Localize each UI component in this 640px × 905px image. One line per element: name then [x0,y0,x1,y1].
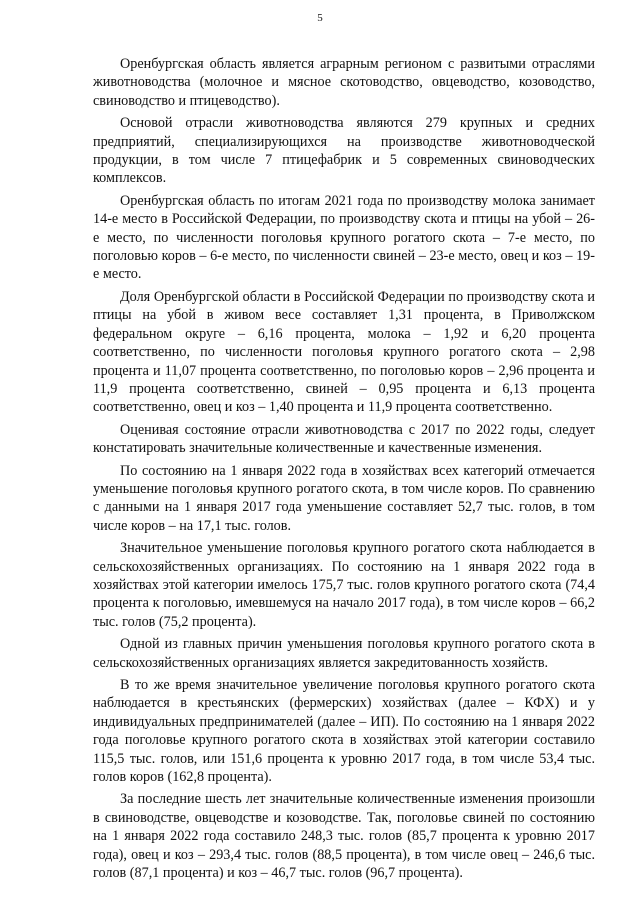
page-number: 5 [317,12,323,24]
paragraph-region-overview: Оренбургская область является аграрным регионом с развитыми отраслями животноводства (молочное и мясное скотоводство, овцеводство, козоводство, свиноводство и птицеводство). [93,56,595,109]
paragraph-cattle-decrease: По состоянию на 1 января 2022 года в хозяйствах всех категорий отмечается уменьшение поголовья крупного рогатого скота, в том числе коров. По сравнению с данными на 1 января 2017 года уменьшение составляет 52,7 тыс. голов, в том числе коров – на 17,1 тыс. голов. [93,462,595,534]
paragraph-decrease-cause: Одной из главных причин уменьшения поголовья крупного рогатого скота в сельскохозяйственных организациях является закредитованность хозяйств. [93,636,595,671]
paragraph-assessment-2017-2022: Оценивая состояние отрасли животноводства с 2017 по 2022 годы, следует констатировать значительные количественные и качественные изменения. [93,421,595,457]
paragraph-federal-shares: Доля Оренбургской области в Российской Федерации по производству скота и птицы на убой в живом весе составляет 1,31 процента, в Приволжском федеральном округе – 6,16 процента, молока – 1,92 и 6,20 процента соответственно, по численности поголовья крупного рогатого скота – 2,98 процента и 11,07 процента соответственно, по поголовью коров – 2,96 процента и 11,9 процента соответственно, свиней – 0,95 процента и 6,13 процента соответственно, овец и коз – 1,40 процента и 11,9 процента соответственно. [93,288,595,416]
paragraph-agricultural-organizations: Значительное уменьшение поголовья крупного рогатого скота наблюдается в сельскохозяйственных организациях. По состоянию на 1 января 2022 года в хозяйствах этой категории имелось 175,7 тыс. голов крупного рогатого скота (74,4 процента к поголовью, имевшемуся на начало 2017 года), в том числе коров – 66,2 тыс. голов (75,2 процента). [93,540,595,630]
paragraph-farm-growth: В то же время значительное увеличение поголовья крупного рогатого скота наблюдается в крестьянских (фермерских) хозяйствах (далее – КФХ) и у индивидуальных предпринимателей (далее – ИП). По состоянию на 1 января 2022 года поголовье крупного рогатого скота в хозяйствах этой категории составило 115,5 тыс. голов, или 151,6 процента к уровню 2017 года, в том числе 53,4 тыс. голов коров (162,8 процента). [93,677,595,786]
paragraph-rankings-2021: Оренбургская область по итогам 2021 года по производству молока занимает 14-е место в Российской Федерации, по производству скота и птицы на убой – 26-е место, по численности поголовья крупного рогатого скота – 7-е место, по поголовью коров – 6-е место, по численности свиней – 23-е место, овец и коз – 19-е место. [93,192,595,283]
paragraph-pigs-sheep-goats: За последние шесть лет значительные количественные изменения произошли в свиноводстве, овцеводстве и козоводстве. Так, поголовье свиней по состоянию на 1 января 2022 года составило 248,3 тыс. голов (85,7 процента к уровню 2017 года), овец и коз – 293,4 тыс. голов (88,5 процента), в том числе овец – 246,6 тыс. голов (87,1 процента) и коз – 46,7 тыс. голов (96,7 процента). [93,791,595,882]
document-body [93,55,595,886]
paragraph-enterprises: Основой отрасли животноводства являются 279 крупных и средних предприятий, специализирующихся на производстве животноводческой продукции, в том числе 7 птицефабрик и 5 современных свиноводческих комплексов. [93,115,595,187]
